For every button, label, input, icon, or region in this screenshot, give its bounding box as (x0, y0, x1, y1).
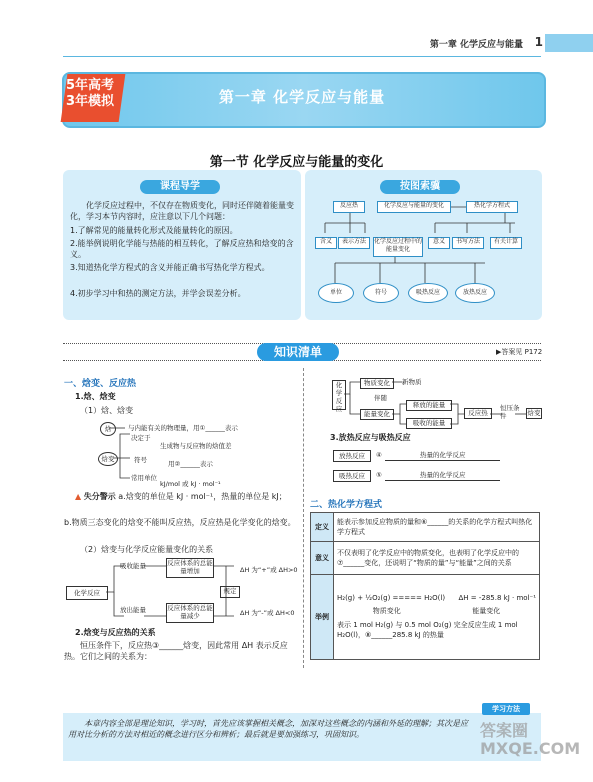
delta-unit-value: kJ/mol 或 kJ · mol⁻¹ (160, 480, 221, 488)
sub-3-title: 3.放热反应与吸热反应 (330, 433, 411, 442)
logo-text: 5年高考 3年模拟 (66, 78, 115, 109)
example-explanation: 表示 1 mol H₂(g) 与 0.5 mol O₂(g) 完全反应生成 1 mol H₂O(l)，⑧______285.8 kJ 的热量 (337, 621, 518, 639)
map-node-endo: 吸热反应 (408, 283, 448, 303)
endothermic-desc: 热量的化学反应 (420, 471, 466, 479)
map-node-calculation: 有关计算 (490, 237, 522, 249)
study-method-tag: 学习方法 (482, 703, 530, 715)
tree-released-energy: 释放的能量 (406, 400, 452, 411)
tree-condition: 恒压条件 (500, 404, 520, 420)
column-divider (303, 368, 304, 668)
warning-title: 失分警示 (83, 492, 116, 501)
table-row (311, 513, 540, 542)
knowledge-title: 知识清单 (257, 343, 339, 361)
running-title: 第一章 化学反应与能量 (429, 40, 523, 50)
tree-enthalpy-change: 焓变 (527, 409, 541, 417)
warning-b: b.物质三态变化的焓变不能叫反应热，反应热是化学变化的焓变。 (64, 518, 296, 527)
delta-depends-value: 生成物与反应物的焓值差 (160, 442, 232, 450)
definition-label: 定义 (311, 513, 334, 542)
map-node-thermo-eq: 热化学方程式 (466, 201, 518, 213)
sub-1-b: （2）焓变与化学反应能量变化的关系 (80, 545, 214, 554)
exothermic-desc: 热量的化学反应 (420, 451, 466, 459)
sub-1-title: 1.焓、焓变 (75, 392, 116, 401)
map-node-significance: 意义 (428, 237, 450, 249)
delta-unit-label: 常用单位 (131, 474, 157, 482)
chem-reaction-box: 化学反应 (66, 586, 108, 600)
map-node-energy-change: 化学反应与能量的变化 (377, 201, 451, 213)
tree-new-substance: 新物质 (402, 378, 422, 386)
tree-energy-change: 能量变化 (360, 409, 394, 420)
exothermic-label: 放热反应 (333, 450, 371, 462)
tree-material-change: 物质变化 (360, 378, 394, 389)
delta-h-node: 焓变 (98, 452, 118, 466)
sub-1-a: （1）焓、焓变 (80, 406, 134, 415)
significance-text: 不仅表明了化学反应中的物质变化，也表明了化学反应中的⑦______变化，还说明了“物质的量”与“能量”之间的关系 (334, 542, 540, 575)
system-up-box: 反应体系的总能量增加 (166, 558, 214, 578)
section-2-title: 二、热化学方程式 (310, 500, 383, 510)
page-tab (545, 34, 593, 52)
example-cell (334, 575, 540, 660)
sub-2-text: 恒压条件下，反应热③______焓变，因此常用 ΔH 表示反应热。它们之间的关系为： (64, 641, 288, 661)
enthalpy-node: 焓 (100, 422, 116, 436)
guide-intro: 化学反应过程中，不仅存在物质变化，同时还伴随着能量变化，学习本节内容时，应注意以下几个问题： (70, 201, 294, 221)
release-label: 放出能量 (120, 606, 146, 614)
exothermic-blank: ④ (376, 451, 382, 459)
example-material-change: 物质变化 (372, 607, 401, 615)
map-node-writing: 书写方法 (452, 237, 484, 249)
example-delta-h: ΔH = -285.8 kJ · mol⁻¹ (458, 594, 536, 602)
watermark: 答案圈 MXQE.COM (480, 721, 581, 758)
guide-item-1: 1.了解常见的能量转化形式及能量转化的原因。 (70, 226, 238, 235)
answer-reference: ▶答案见 P172 (496, 348, 543, 356)
tree-root: 化学反应 (332, 380, 346, 410)
delta-symbol-label: 符号 (134, 456, 147, 464)
delta-h-positive: ΔH 为“+”或 ΔH>0 (240, 566, 298, 574)
page-number: 1 (534, 35, 543, 49)
table-row (311, 575, 540, 660)
delta-symbol-value: 用②______表示 (168, 460, 213, 468)
concept-map-title: 按图索骥 (380, 180, 460, 194)
warning-icon: ▲ (75, 492, 82, 501)
study-method-text: 本章内容全部是理论知识，学习时，首先应该掌握相关概念，加深对这些概念的内涵和外延的理解；其次是应用对比分析的方法对相近的概念进行区分和辨析；最后就是要加强练习，巩固知识。 (68, 719, 468, 739)
example-equation: H₂(g) + ½O₂(g) ===== H₂O(l) (337, 594, 446, 602)
sub-2-title: 2.焓变与反应热的关系 (75, 628, 156, 637)
header-rule (63, 56, 541, 57)
absorb-label: 吸收能量 (120, 562, 146, 570)
warning-note (75, 491, 297, 502)
map-node-process: 化学反应过程中的能量变化 (373, 237, 423, 257)
table-row (311, 542, 540, 575)
definition-text: 能表示参加反应物质的量和⑥______的关系的化学方程式叫热化学方程式 (334, 513, 540, 542)
delta-depends-label: 决定于 (131, 434, 151, 442)
chapter-title: 第一章 化学反应与能量 (218, 88, 386, 106)
map-node-reaction-heat: 反应热 (333, 201, 365, 213)
example-energy-change: 能量变化 (472, 607, 501, 615)
section-title: 第一节 化学反应与能量的变化 (209, 155, 384, 170)
delta-h-negative: ΔH 为“-”或 ΔH<0 (240, 609, 295, 617)
guide-item-3: 3.知道热化学方程式的含义并能正确书写热化学方程式。 (70, 263, 270, 272)
map-node-symbol: 符号 (363, 283, 399, 303)
endothermic-label: 吸热反应 (333, 470, 371, 482)
map-node-meaning: 含义 (315, 237, 337, 249)
tree-absorbed-energy: 吸收的能量 (406, 418, 452, 429)
significance-label: 意义 (311, 542, 334, 575)
map-node-unit: 单位 (318, 283, 354, 303)
tree-accompany: 伴随 (374, 394, 387, 402)
system-down-box: 反应体系的总能量减少 (166, 603, 214, 623)
thermo-equation-table (310, 512, 540, 660)
tree-reaction-heat: 反应热 (464, 408, 492, 419)
warning-a: a.焓变的单位是 kJ · mol⁻¹，热量的单位是 kJ； (118, 492, 287, 501)
guide-item-2: 2.能举例说明化学能与热能的相互转化，了解反应热和焓变的含义。 (70, 239, 294, 259)
endothermic-blank: ⑤ (376, 471, 382, 479)
map-node-exo: 放热反应 (455, 283, 495, 303)
enthalpy-desc: 与内能有关的物理量，用①______表示 (128, 424, 238, 432)
guide-item-4: 4.初步学习中和热的测定方法，并学会误差分析。 (70, 289, 246, 298)
example-brace-labels (337, 606, 536, 616)
example-equation-row (337, 594, 536, 602)
example-label: 举例 (311, 575, 334, 660)
guide-title: 课程导学 (140, 180, 220, 194)
section-1-title: 一、焓变、反应热 (64, 379, 137, 389)
map-node-expression: 表示方法 (338, 237, 370, 249)
rule-box: 规定 (220, 586, 240, 598)
